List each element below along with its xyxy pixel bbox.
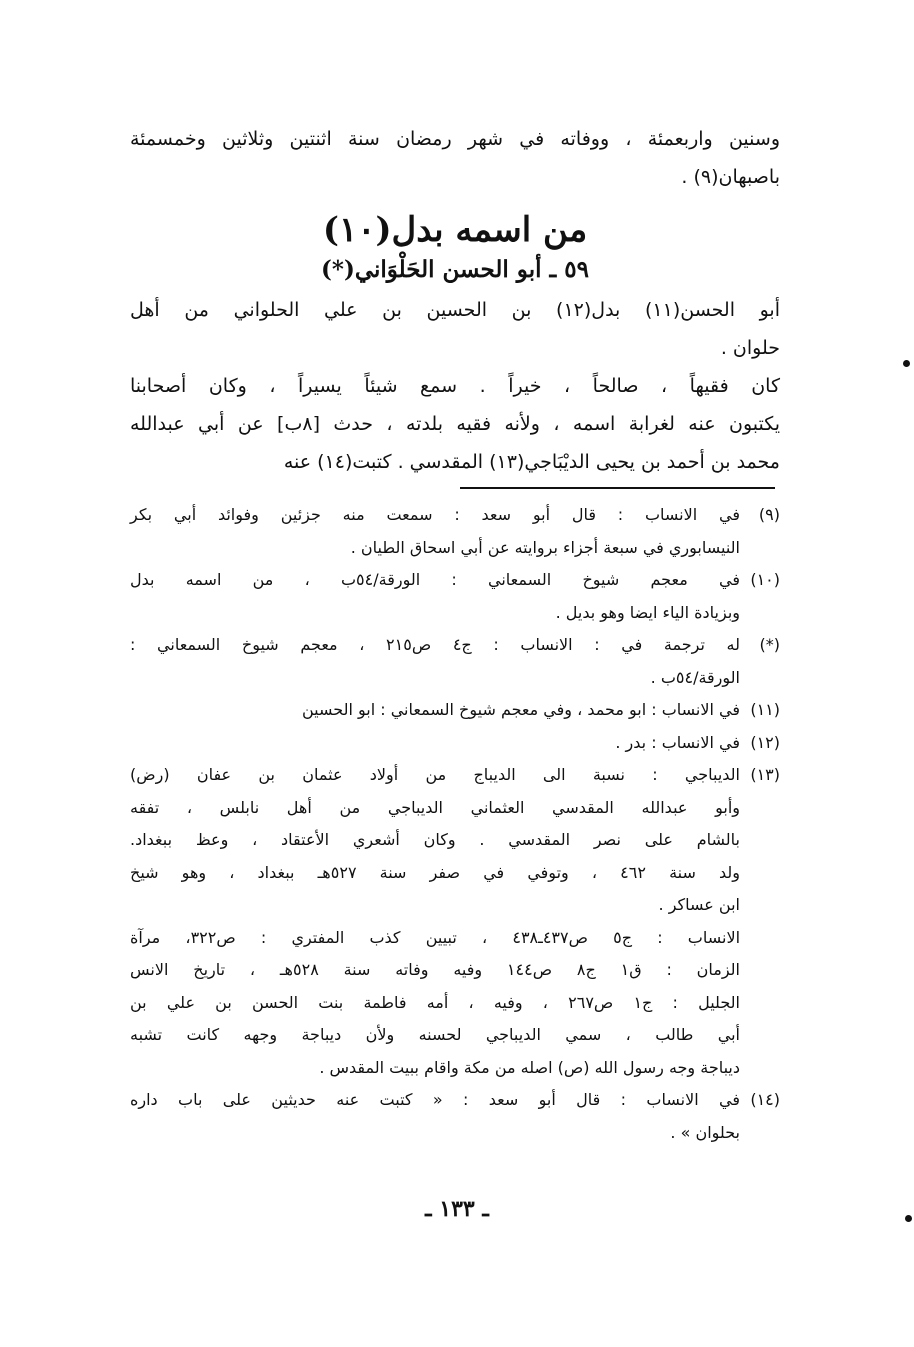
footnote-line: [130, 532, 780, 565]
footnote-line: [130, 1117, 780, 1150]
footnote-number: [740, 792, 780, 825]
footnote-line: [130, 759, 780, 792]
footnote-text: الورقة/٥٤ب .: [650, 667, 740, 687]
footnote-line: [130, 727, 780, 760]
footnote-number: [740, 857, 780, 890]
footnote-line: [130, 564, 780, 597]
footnote-text: ولد سنة ٤٦٢ ، وتوفي في صفر سنة ٥٢٧هـ ببغداد ، وهو شيخ: [130, 862, 741, 882]
paragraph-line: حلوان .: [720, 337, 780, 359]
footnote-number: (١٢): [750, 732, 780, 752]
footnote-text: أبي طالب ، سمي الديباجي لحسنه ولأن ديباجة وجهه كانت تشبه: [130, 1025, 740, 1044]
footnote-line: [130, 889, 780, 922]
footnote-line: [130, 1019, 780, 1052]
footnote-line: [130, 922, 780, 955]
footnote-text: في الانساب : قال أبو سعد : سمعت منه جزئين وفوائد أبي بكر: [130, 505, 740, 524]
footnote-line: [130, 629, 780, 662]
footnote-line: [130, 662, 780, 695]
footnote-text: في الانساب : ابو محمد ، وفي معجم شيوخ السمعاني : ابو الحسين: [301, 700, 740, 719]
footnote-number: (٩): [758, 505, 780, 524]
footnote-text: ابن عساكر .: [658, 895, 740, 914]
page-number: ـ ١٣٣ ـ: [425, 1196, 489, 1222]
footnote-line: [130, 792, 780, 825]
footnote-number: [740, 1019, 780, 1052]
footnote-number: (١٤): [750, 1090, 780, 1109]
footnote-text: الجليل : ج١ ص٢٦٧ ، وفيه ، أمه فاطمة بنت الحسن بن علي بن: [130, 992, 740, 1012]
footnote-number: (*): [759, 635, 780, 654]
footnote-line: [130, 694, 780, 727]
footnote-number: (١٠): [750, 570, 780, 589]
footnote-line: [130, 987, 780, 1020]
paragraph-1: [130, 291, 780, 367]
footnote-number: (١٣): [750, 765, 780, 784]
footnote-text: الديباجي : نسبة الى الديباج من أولاد عثمان بن عفان (رض): [130, 765, 740, 784]
footnote-text: الانساب : ج٥ ص٤٣٧ـ٤٣٨ ، تبيين كذب المفتري : ص٣٢٢، مرآة: [130, 927, 741, 947]
footnote-text: ديباجة وجه رسول الله (ص) اصله من مكة واقام ببيت المقدس .: [319, 1057, 740, 1077]
footnote-line: [130, 857, 780, 890]
footnote-line: [130, 824, 780, 857]
footnote-number: [740, 922, 780, 955]
footnote-text: النيسابوري في سبعة أجزاء بروايته عن أبي اسحاق الطيان .: [350, 537, 740, 557]
footnote-number: [740, 532, 780, 565]
footnote-line: [130, 1052, 780, 1085]
footnote-text: وأبو عبدالله المقدسي العثماني الديباجي من أهل نابلس ، تفقه: [130, 797, 740, 817]
footnote-text: بحلوان » .: [670, 1122, 740, 1142]
paragraph-line: أبو الحسن(١١) بدل(١٢) بن الحسين بن علي الحلواني من أهل: [130, 299, 780, 321]
footnote-number: [740, 1117, 780, 1150]
footnote-line: [130, 597, 780, 630]
footnotes: [130, 499, 780, 1149]
footnote-text: وبزيادة الياء ايضا وهو بديل .: [555, 602, 740, 622]
body-text-top: [130, 120, 780, 196]
footnote-text: في الانساب : قال أبو سعد : « كتبت عنه حديثين على باب داره: [130, 1090, 740, 1109]
footnote-text: له ترجمة في : الانساب : ج٤ ص٢١٥ ، معجم شيوخ السمعاني :: [130, 635, 740, 654]
footnote-number: [740, 824, 780, 857]
section-heading: من اسمه بدل(١٠): [322, 210, 588, 250]
paragraph-line: يكتبون عنه لغرابة اسمه ، ولأنه فقيه بلدته ، حدث [٨ب] عن أبي عبدالله: [130, 413, 781, 435]
footnote-number: (١١): [750, 700, 780, 719]
body-line: وسنين واربعمئة ، ووفاته في شهر رمضان سنة اثنتين وثلاثين وخمسمئة: [130, 128, 780, 150]
footnote-number: [740, 1052, 780, 1085]
body-line: باصبهان(٩) .: [681, 166, 780, 188]
footnote-number: [740, 954, 780, 987]
scan-speck: [903, 360, 910, 367]
footnote-number: [740, 987, 780, 1020]
entry-heading: ٥٩ ـ أبو الحسن الحَلْوَاني(*): [321, 256, 589, 283]
footnote-number: [740, 597, 780, 630]
paragraph-2: [130, 367, 780, 481]
page-body: [130, 120, 780, 1149]
footnote-number: [740, 889, 780, 922]
footnote-line: [130, 1084, 780, 1117]
paragraph-line: محمد بن أحمد بن يحيى الديْبَاجي(١٣) المقدسي . كتبت(١٤) عنه: [283, 451, 780, 473]
footnote-line: [130, 954, 780, 987]
footnote-number: [740, 662, 780, 695]
footnote-divider: [130, 487, 780, 489]
paragraph-line: كان فقيهاً ، صالحاً ، خيراً . سمع شيئاً يسيراً ، وكان أصحابنا: [130, 375, 780, 397]
footnote-line: [130, 499, 780, 532]
scan-speck: [905, 1215, 912, 1222]
footnote-text: بالشام على نصر المقدسي . وكان أشعري الأعتقاد ، وعظ ببغداد.: [130, 830, 740, 849]
footnote-text: في الانساب : بدر .: [615, 732, 740, 752]
footnote-text: الزمان : ق١ ج٨ ص١٤٤ وفيه وفاته سنة ٥٢٨هـ ، تاريخ الانس: [130, 960, 740, 979]
footnote-text: في معجم شيوخ السمعاني : الورقة/٥٤ب ، من اسمه بدل: [130, 570, 740, 589]
